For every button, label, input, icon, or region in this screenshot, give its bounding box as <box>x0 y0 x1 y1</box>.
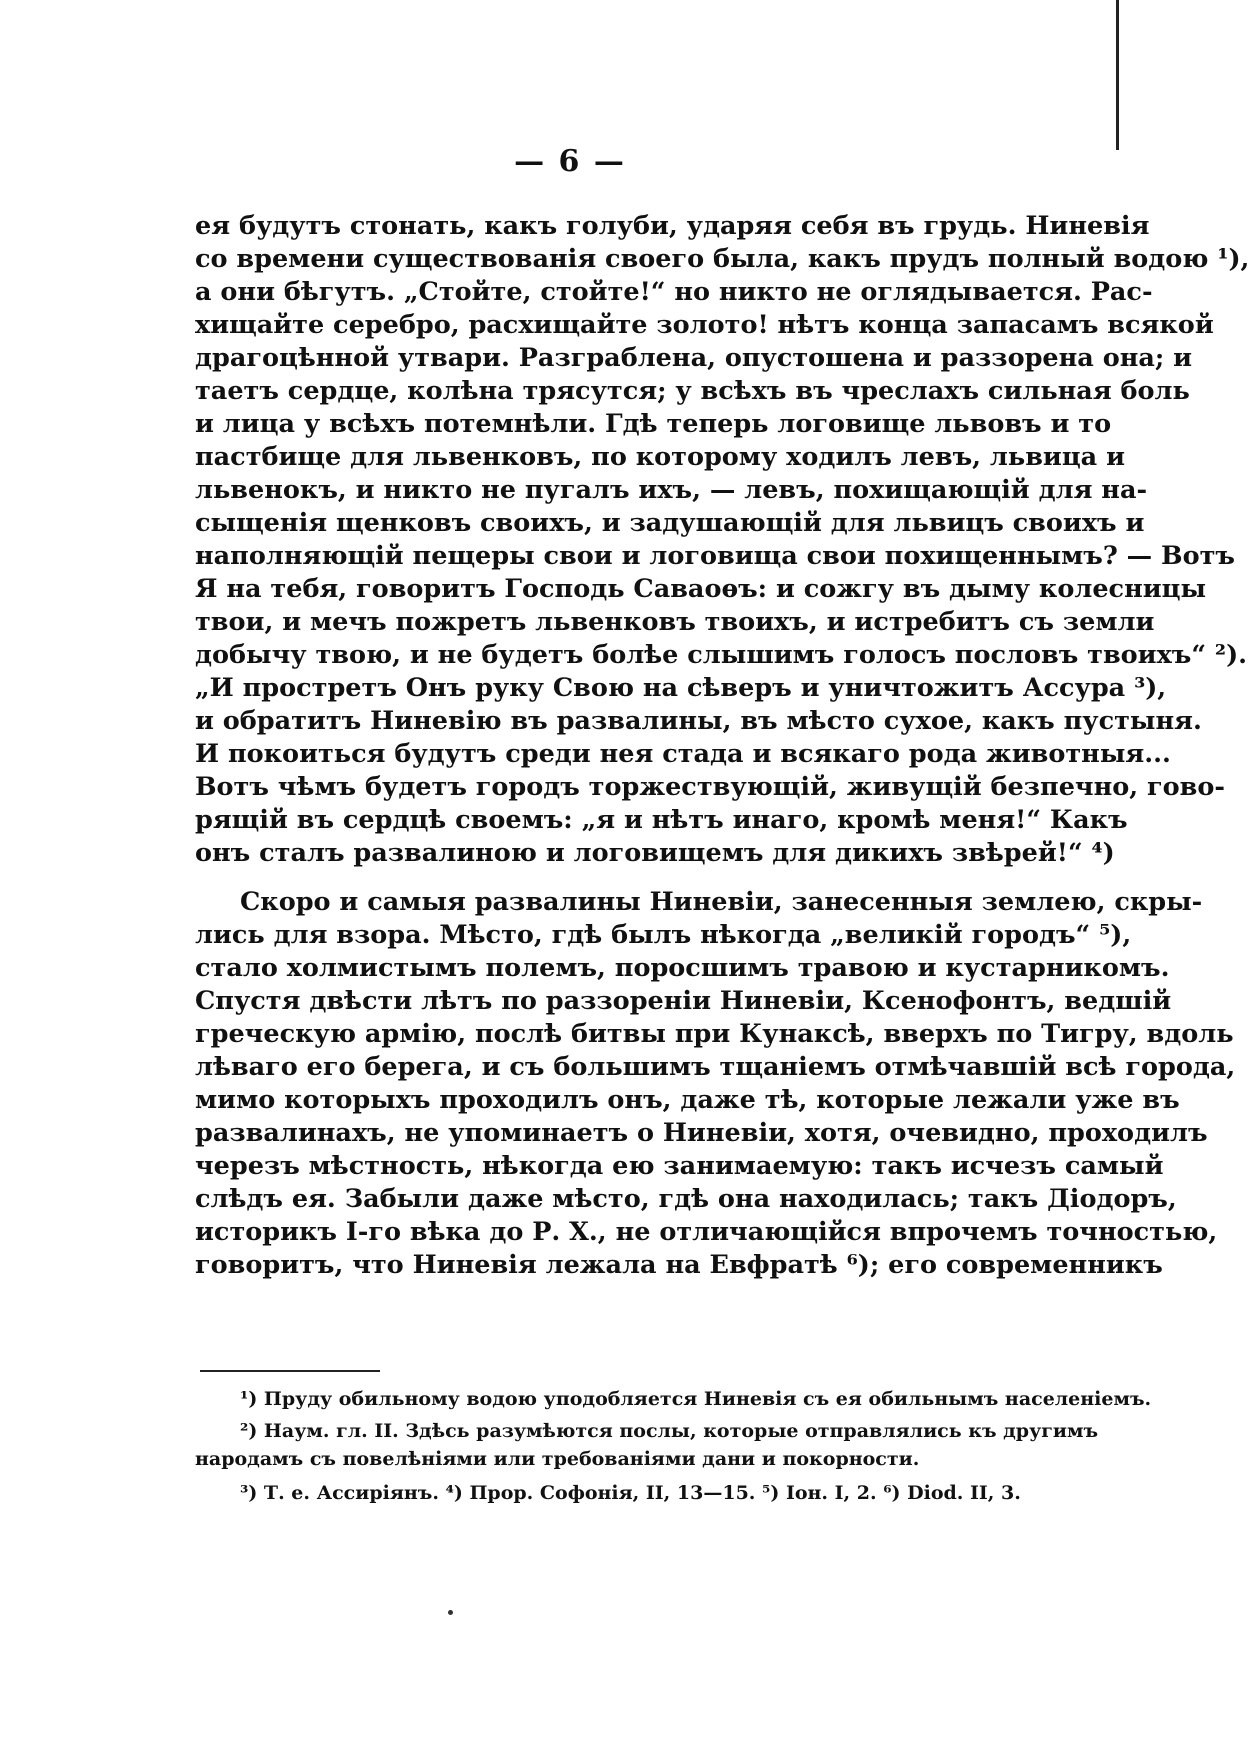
footnote: ¹) Пруду обильному водою уподобляется Ниневія съ ея обильнымъ населеніемъ. <box>240 1388 1152 1410</box>
footnote-separator <box>200 1370 380 1372</box>
text-line: лѣваго его берега, и съ большимъ тщаніемъ отмѣчавшій всѣ города, <box>195 1052 1236 1082</box>
text-line: драгоцѣнной утвари. Разграблена, опустошена и раззорена она; и <box>195 343 1193 373</box>
text-line: „И простретъ Онъ руку Свою на сѣверъ и уничтожитъ Ассура ³), <box>195 673 1167 703</box>
text-line: Вотъ чѣмъ будетъ городъ торжествующій, живущій безпечно, гово- <box>195 772 1225 802</box>
text-line: таетъ сердце, колѣна трясутся; у всѣхъ въ чреслахъ сильная боль <box>195 376 1190 406</box>
text-line: И покоиться будутъ среди нея стада и всякаго рода животныя... <box>195 739 1171 769</box>
text-line: сыщенія щенковъ своихъ, и задушающій для львицъ своихъ и <box>195 508 1145 538</box>
page-number: — 6 — <box>514 144 626 179</box>
text-line: а они бѣгутъ. „Стойте, стойте!“ но никто не оглядывается. Рас- <box>195 277 1153 307</box>
text-line: твои, и мечъ пожретъ львенковъ твоихъ, и истребитъ съ земли <box>195 607 1155 637</box>
text-line: и лица у всѣхъ потемнѣли. Гдѣ теперь логовище львовъ и то <box>195 409 1112 439</box>
text-line: и обратитъ Ниневію въ развалины, въ мѣсто сухое, какъ пустыня. <box>195 706 1202 736</box>
text-line: хищайте серебро, расхищайте золото! нѣтъ конца запасамъ всякой <box>195 310 1214 340</box>
text-line: Я на тебя, говоритъ Господь Саваоѳъ: и сожгу въ дыму колесницы <box>195 574 1207 604</box>
text-line: добычу твою, и не будетъ болѣе слышимъ голосъ пословъ твоихъ“ ²). <box>195 640 1248 670</box>
text-line: лись для взора. Мѣсто, гдѣ былъ нѣкогда „великій городъ“ ⁵), <box>195 920 1132 950</box>
text-line: греческую армію, послѣ битвы при Кунаксѣ, вверхъ по Тигру, вдоль <box>195 1019 1234 1049</box>
footnote: ²) Наум. гл. II. Здѣсь разумѣются послы, которые отправлялись къ другимъ <box>240 1420 1099 1442</box>
text-line: говоритъ, что Ниневія лежала на Евфратѣ ⁶); его современникъ <box>195 1250 1163 1280</box>
text-line: черезъ мѣстность, нѣкогда ею занимаемую: такъ исчезъ самый <box>195 1151 1164 1181</box>
page-edge-mark <box>1116 0 1119 150</box>
text-line: Спустя двѣсти лѣтъ по раззореніи Ниневіи, Ксенофонтъ, ведшій <box>195 986 1172 1016</box>
footnote: ³) Т. е. Ассиріянъ. ⁴) Прор. Софонія, II, 13—15. ⁵) Іон. I, 2. ⁶) Diod. II, 3. <box>240 1482 1021 1504</box>
text-line: историкъ I-го вѣка до Р. Х., не отличающійся впрочемъ точностью, <box>195 1217 1218 1247</box>
text-line: стало холмистымъ полемъ, поросшимъ травою и кустарникомъ. <box>195 953 1170 983</box>
text-line: наполняющій пещеры свои и логовища свои похищеннымъ? — Вотъ <box>195 541 1235 571</box>
text-line: со времени существованія своего была, какъ прудъ полный водою ¹), <box>195 244 1249 274</box>
text-line: пастбище для львенковъ, по которому ходилъ левъ, львица и <box>195 442 1125 472</box>
text-line: ея будутъ стонать, какъ голуби, ударяя себя въ грудь. Ниневія <box>195 211 1150 241</box>
text-line: развалинахъ, не упоминаетъ о Ниневіи, хотя, очевидно, проходилъ <box>195 1118 1208 1148</box>
text-line: онъ сталъ развалиною и логовищемъ для дикихъ звѣрей!“ ⁴) <box>195 838 1115 868</box>
stray-ink-mark <box>448 1610 453 1615</box>
text-line: слѣдъ ея. Забыли даже мѣсто, гдѣ она находилась; такъ Діодоръ, <box>195 1184 1177 1214</box>
text-line: мимо которыхъ проходилъ онъ, даже тѣ, которые лежали уже въ <box>195 1085 1180 1115</box>
paragraph-first-line: Скоро и самыя развалины Ниневіи, занесенныя землею, скры- <box>240 887 1203 917</box>
footnote-continuation: народамъ съ повелѣніями или требованіями дани и покорности. <box>195 1448 920 1470</box>
text-line: рящій въ сердцѣ своемъ: „я и нѣтъ инаго, кромѣ меня!“ Какъ <box>195 805 1128 835</box>
text-line: львенокъ, и никто не пугалъ ихъ, — левъ, похищающій для на- <box>195 475 1148 505</box>
